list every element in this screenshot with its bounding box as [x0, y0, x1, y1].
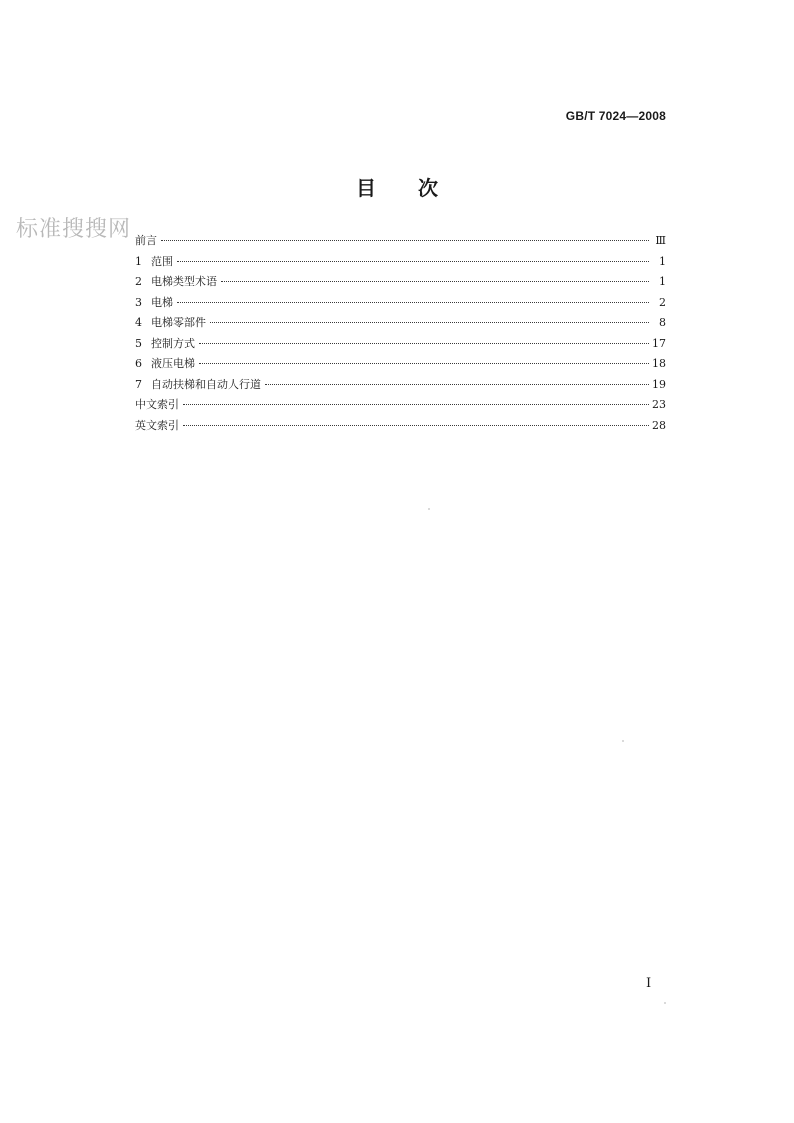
toc-entry-3[interactable]	[135, 294, 666, 315]
toc-entry-label: 电梯	[151, 295, 173, 309]
scan-speck	[622, 740, 624, 742]
standard-number: GB/T 7024—2008	[565, 109, 666, 123]
toc-entry-label: 电梯类型术语	[151, 275, 217, 288]
page-title: 目次	[356, 176, 480, 200]
toc-leader-dots	[177, 302, 649, 303]
toc-entry-page: 19	[652, 377, 666, 391]
toc-leader-dots	[183, 404, 649, 405]
toc-leader-dots	[210, 322, 649, 323]
toc-entry-label: 范围	[151, 254, 173, 268]
toc-entry-page: 23	[652, 398, 666, 411]
page-number: I	[646, 976, 652, 991]
toc-entry-page: 2	[659, 295, 666, 309]
toc-entry-page: 28	[652, 418, 666, 432]
table-of-contents	[135, 232, 666, 437]
toc-entry-page: Ⅲ	[655, 234, 666, 247]
toc-entry-label: 液压电梯	[151, 357, 195, 370]
toc-entry-page: 17	[652, 336, 666, 350]
toc-entry-foreword[interactable]	[135, 232, 666, 253]
toc-entry-number: 1	[135, 254, 142, 268]
toc-entry-number: 2	[135, 275, 142, 288]
toc-leader-dots	[221, 281, 649, 282]
toc-entry-number: 6	[135, 357, 142, 370]
toc-entry-5[interactable]	[135, 335, 666, 356]
toc-entry-label: 电梯零部件	[151, 316, 206, 329]
toc-leader-dots	[199, 343, 649, 344]
toc-entry-page: 8	[659, 316, 666, 329]
toc-entry-number: 4	[135, 316, 142, 329]
toc-entry-4[interactable]	[135, 314, 666, 335]
toc-entry-number: 7	[135, 377, 142, 391]
scan-speck	[428, 508, 430, 510]
toc-entry-chinese-index[interactable]	[135, 396, 666, 417]
scan-speck	[664, 1002, 666, 1004]
toc-entry-7[interactable]	[135, 376, 666, 397]
toc-entry-label: 中文索引	[135, 398, 179, 411]
toc-entry-page: 1	[659, 275, 666, 288]
toc-leader-dots	[265, 384, 649, 385]
toc-entry-number: 3	[135, 295, 142, 309]
toc-entry-label: 控制方式	[151, 336, 195, 350]
toc-entry-page: 1	[659, 254, 666, 268]
toc-leader-dots	[199, 363, 649, 364]
watermark: 标准搜搜网	[16, 217, 132, 242]
toc-leader-dots	[177, 261, 649, 262]
toc-entry-label: 自动扶梯和自动人行道	[151, 377, 261, 391]
toc-leader-dots	[161, 240, 649, 241]
toc-entry-label: 英文索引	[135, 418, 179, 432]
toc-entry-label: 前言	[135, 234, 157, 247]
toc-entry-english-index[interactable]	[135, 417, 666, 438]
toc-entry-number: 5	[135, 336, 142, 350]
toc-entry-2[interactable]	[135, 273, 666, 294]
toc-entry-1[interactable]	[135, 253, 666, 274]
toc-entry-6[interactable]	[135, 355, 666, 376]
toc-leader-dots	[183, 425, 649, 426]
toc-entry-page: 18	[652, 357, 666, 370]
